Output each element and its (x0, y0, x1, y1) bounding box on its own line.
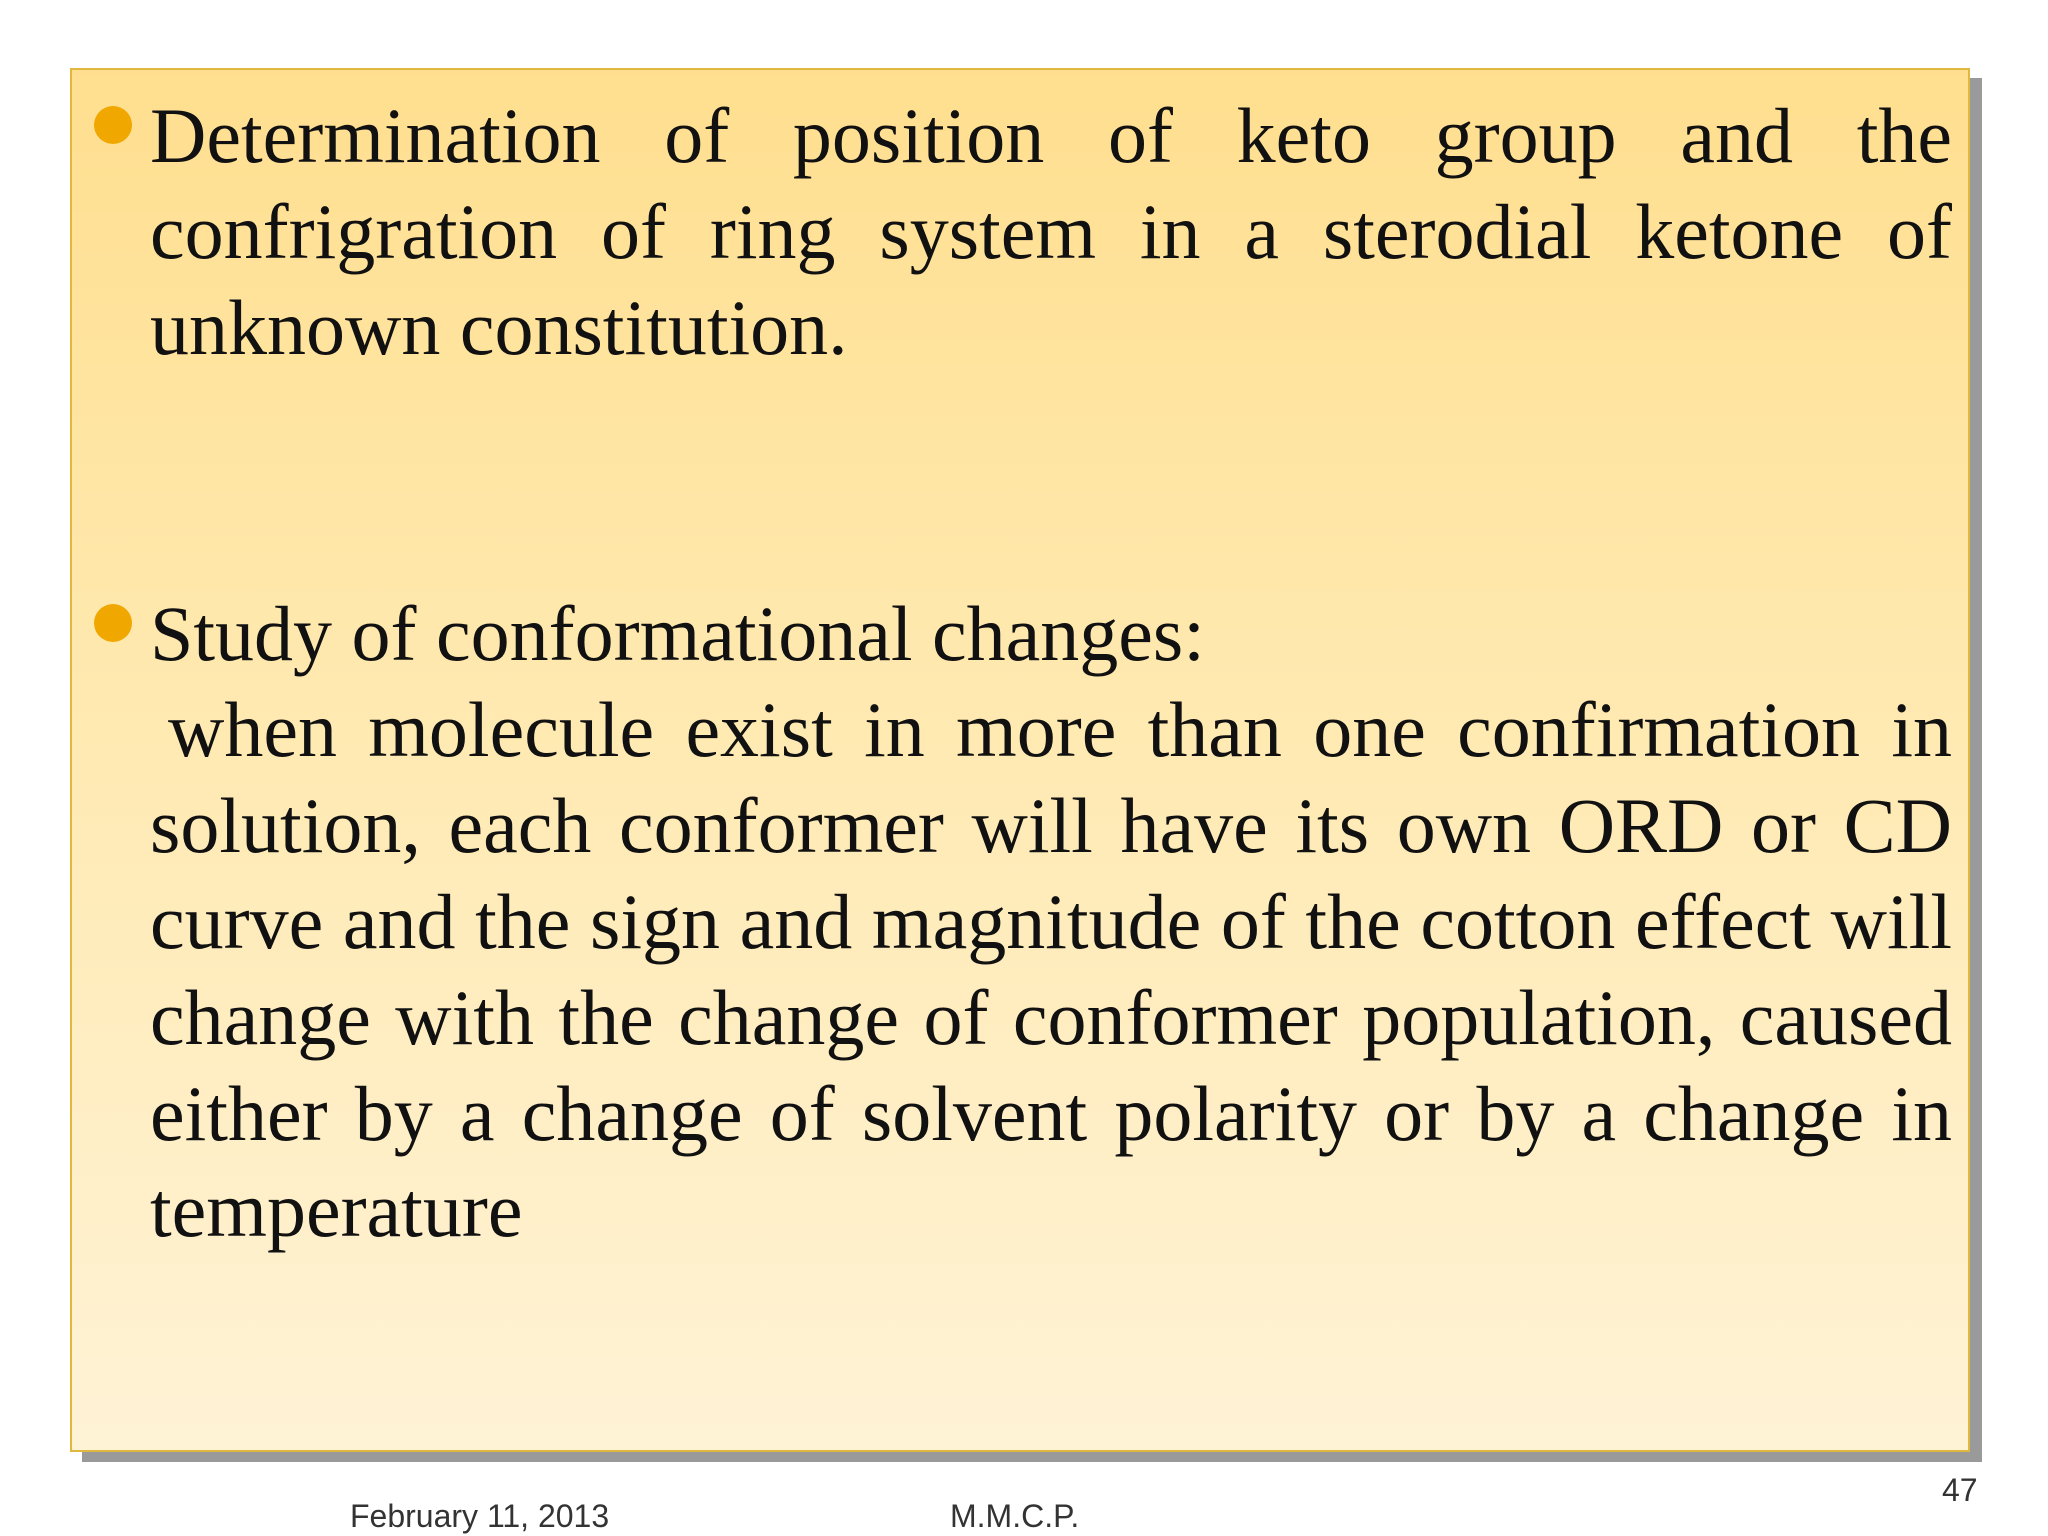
bullet-1-text: Determination of position of keto group and the confrigration of ring system in a sterodial ketone of unknown constitution. (150, 92, 1952, 371)
bullet-2-text: when molecule exist in more than one confirmation in solution, each conformer will have its own ORD or CD curve and the sign and magnitude of the cotton effect will change with the change of conformer population, caused either by a change of solvent polarity or by a change in temperature (150, 686, 1952, 1253)
footer-date: February 11, 2013 (350, 1498, 610, 1534)
footer-center: M.M.C.P. (950, 1498, 1080, 1534)
content-box (70, 68, 1970, 1452)
bullet-icon (94, 106, 132, 144)
bullet-icon (94, 604, 132, 642)
page-number: 47 (1942, 1472, 1978, 1508)
bullet-2-heading: Study of conformational changes: (150, 590, 1205, 677)
